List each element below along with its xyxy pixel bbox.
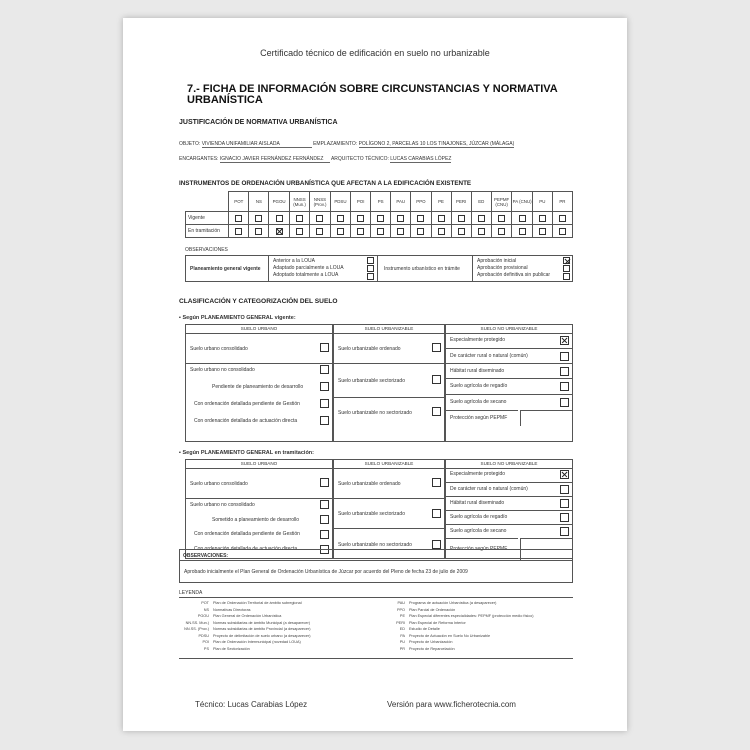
footer-tecnico: Técnico: Lucas Carabias López: [195, 700, 308, 709]
legend-item: POI Plan de Ordenación Intermunicipal (novedad LOUA): [202, 640, 301, 644]
legend-item: NN.SS. (Prov.) Normas subsidiarias de ámbito Provincial (a desaparecer): [184, 627, 311, 631]
instrument-checkbox[interactable]: [417, 228, 424, 235]
legend-item: PR Proyecto de Reparcelación: [399, 646, 455, 651]
instrument-checkbox[interactable]: [337, 228, 344, 235]
instrument-col-14: PA (CNU): [512, 192, 532, 212]
section-title: 7.- FICHA DE INFORMACIÓN SOBRE CIRCUNSTANCIAS Y NORMATIVA URBANÍSTICA: [187, 83, 558, 106]
instrumento-tramite-label: Instrumento urbanístico en trámite: [384, 266, 460, 272]
instrument-checkbox[interactable]: [559, 215, 566, 222]
legend-item: NS Normativas Directoras: [203, 607, 251, 612]
instrument-col-13: PEPMF (CNU): [491, 192, 512, 212]
emplazamiento-value: POLÍGONO 2, PARCELAS 10 LOS TINAJONES, JÚZCAR (MÁLAGA): [358, 141, 515, 147]
clasificacion-heading: CLASIFICACIÓN Y CATEGORIZACIÓN DEL SUELO: [179, 298, 338, 305]
legend-item: ED Estudio de Detalle: [399, 627, 440, 631]
instrument-col-10: PE: [431, 192, 451, 212]
urbano-consolidado-checkbox[interactable]: [320, 343, 329, 352]
instrument-col-7: PS: [371, 192, 391, 212]
instrument-checkbox[interactable]: [296, 228, 303, 235]
habitat-rural-checkbox[interactable]: [560, 367, 569, 376]
instrument-col-9: PPO: [411, 192, 431, 212]
instrument-checkbox[interactable]: [357, 228, 364, 235]
instrument-checkbox[interactable]: [438, 228, 445, 235]
observaciones-label: OBSERVACIONES: [185, 247, 228, 253]
document-page: [123, 18, 627, 731]
legend-item: PAU Programa de actuación Urbanística (a desaparecer): [397, 601, 497, 605]
clasificacion-vigente-block: [185, 324, 573, 442]
legend-item: PPO Plan Parcial de Ordenación: [396, 607, 456, 612]
instrument-col-3: NNSS (Mun.): [289, 192, 309, 212]
instrument-col-0: POT: [229, 192, 249, 212]
instrument-col-5: PDSU: [330, 192, 350, 212]
legend-item: PA Proyecto de Actuación en Suelo No Urbanizable: [400, 633, 491, 638]
suelo-urbano-col: SUELO URBANO Suelo urbano consolidado Suelo urbano no consolidado Pendiente de planeamiento de desarrollo Con ordenación detallada pendiente de Gestión Con ordenación detallada de actuación directa: [185, 324, 333, 442]
t-esp-protegido-checkbox[interactable]: [560, 470, 569, 479]
objeto-value: VIVIENDA UNIFAMILIAR AISLADA: [202, 141, 312, 148]
leyenda-label: LEYENDA: [179, 590, 203, 596]
justification-heading: JUSTIFICACIÓN DE NORMATIVA URBANÍSTICA: [179, 119, 338, 126]
instrument-checkbox[interactable]: [316, 228, 323, 235]
instrument-checkbox[interactable]: [377, 228, 384, 235]
urbanizable-ordenado-checkbox[interactable]: [432, 343, 441, 352]
instrument-checkbox[interactable]: [337, 215, 344, 222]
aprobacion-inicial-checkbox[interactable]: [563, 257, 570, 264]
objeto-row: OBJETO: VIVIENDA UNIFAMILIAR AISLADA EMPLAZAMIENTO: POLÍGONO 2, PARCELAS 10 LOS TINAJONES, JÚZCAR (MÁLAGA): [179, 141, 515, 147]
instrument-checkbox[interactable]: [255, 228, 262, 235]
caracter-rural-checkbox[interactable]: [560, 352, 569, 361]
instrument-checkbox[interactable]: [397, 228, 404, 235]
instrument-checkbox[interactable]: [519, 228, 526, 235]
parcial-loua-checkbox[interactable]: [367, 265, 374, 272]
instrument-col-1: NS: [249, 192, 269, 212]
instrument-checkbox[interactable]: [235, 228, 242, 235]
instrument-checkbox[interactable]: [417, 215, 424, 222]
urbano-no-consolidado-checkbox[interactable]: [320, 365, 329, 374]
instrument-checkbox[interactable]: [559, 228, 566, 235]
encargantes-row: ENCARGANTES: IGNACIO JAVIER FERNÁNDEZ FERNÁNDEZ ARQUITECTO TÉCNICO: LUCAS CARABIAS LÓPEZ: [179, 156, 452, 162]
t-agricola-regadio-checkbox[interactable]: [560, 513, 569, 522]
legend-item: PU Proyecto de Urbanización: [399, 640, 453, 644]
observaciones-final-label: OBSERVACIONES:: [183, 553, 229, 559]
observaciones-final-text: Aprobado inicialmente el Plan General de Ordenación Urbanística de Júzcar por acuerdo del Pleno de fecha 23 de julio de 2009: [184, 569, 468, 575]
instrument-col-16: PR: [552, 192, 572, 212]
instrument-checkbox[interactable]: [296, 215, 303, 222]
instrument-checkbox[interactable]: [478, 215, 485, 222]
tramitacion-label: ▪ Según PLANEAMIENTO GENERAL en tramitación:: [179, 450, 314, 456]
vigente-label: ▪ Según PLANEAMIENTO GENERAL vigente:: [179, 315, 296, 321]
urbanizable-no-sectorizado-checkbox[interactable]: [432, 407, 441, 416]
instrument-col-8: PAU: [391, 192, 411, 212]
encargantes-value: IGNACIO JAVIER FERNÁNDEZ FERNÁNDEZ: [220, 156, 330, 163]
footer-version: Versión para www.ficherotecnia.com: [387, 700, 516, 709]
observaciones-final-box: [179, 549, 573, 583]
pepmf-field[interactable]: [520, 410, 572, 426]
instrument-checkbox[interactable]: [276, 215, 283, 222]
urbanizable-sectorizado-checkbox[interactable]: [432, 375, 441, 384]
instrument-col-12: ED: [471, 192, 491, 212]
instrument-checkbox[interactable]: [539, 228, 546, 235]
instrument-checkbox[interactable]: [357, 215, 364, 222]
instrument-checkbox[interactable]: [276, 228, 283, 235]
t-urbanizable-sectorizado-checkbox[interactable]: [432, 509, 441, 518]
instrument-col-4: NNSS (Prov.): [310, 192, 330, 212]
document-header: Certificado técnico de edificación en suelo no urbanizable: [260, 48, 490, 58]
esp-protegido-checkbox[interactable]: [560, 336, 569, 345]
legend-item: NN.SS. Mun.) Normas subsidiarias de ámbito Municipal (a desaparecer): [185, 620, 311, 625]
t-pendiente-planeamiento-checkbox[interactable]: [320, 515, 329, 524]
anterior-loua-checkbox[interactable]: [367, 257, 374, 264]
planeamiento-general-label: Planeamiento general vigente: [190, 266, 261, 272]
aprobacion-definitiva-checkbox[interactable]: [563, 273, 570, 280]
agricola-secano-checkbox[interactable]: [560, 398, 569, 407]
t-habitat-rural-checkbox[interactable]: [560, 499, 569, 508]
legend-item: PS Plan de Sectorización: [203, 646, 250, 651]
instrument-col-15: PU: [532, 192, 552, 212]
total-loua-checkbox[interactable]: [367, 273, 374, 280]
t-urbanizable-ordenado-checkbox[interactable]: [432, 478, 441, 487]
legend-item: PGOU Plan General de Ordenación Urbanística: [197, 614, 282, 618]
instrument-row-label: En tramitación: [186, 225, 229, 238]
instrument-row-label: Vigente: [186, 212, 229, 225]
t-urbano-no-consolidado-checkbox[interactable]: [320, 500, 329, 509]
instrument-checkbox[interactable]: [235, 215, 242, 222]
suelo-no-urbanizable-col: SUELO NO URBANIZABLE Especialmente protegido De carácter rural o natural (común) Hábitat rural diseminado Suelo agrícola de regadío Suelo agrícola de secano Protección según PEPMF: [445, 324, 573, 442]
agricola-regadio-checkbox[interactable]: [560, 382, 569, 391]
instruments-table: [185, 191, 573, 238]
ordenacion-directa-checkbox[interactable]: [320, 416, 329, 425]
ordenacion-gestion-checkbox[interactable]: [320, 399, 329, 408]
instrument-col-6: POI: [351, 192, 371, 212]
suelo-urbanizable-col: SUELO URBANIZABLE Suelo urbanizable ordenado Suelo urbanizable sectorizado Suelo urbanizable no sectorizado: [333, 324, 445, 442]
aprobacion-provisional-checkbox[interactable]: [563, 265, 570, 272]
instrument-checkbox[interactable]: [519, 215, 526, 222]
pendiente-planeamiento-checkbox[interactable]: [320, 382, 329, 391]
instrument-checkbox[interactable]: [498, 215, 505, 222]
legend-item: PE Plan Especial diferentes especialidades: PEPMF (protección medio físico): [399, 614, 534, 618]
instrument-col-11: PERI: [451, 192, 471, 212]
instrument-checkbox[interactable]: [397, 215, 404, 222]
legend-item: POT Plan de Ordenación Territorial de ámbito subregional: [201, 601, 302, 605]
clasificacion-tramitacion-block: SUELO URBANO Suelo urbano consolidado Suelo urbano no consolidado Sometido a planeamiento de desarrollo Con ordenación detallada pendiente de Gestión Con ordenación detallada de actuación directa SUELO URBANIZABLE Suelo urbanizable ordenado Suelo urbanizable sectorizado Suelo urbanizable no sectorizado SUELO NO URBANIZABLE Especialmente protegido De carácter rural o natural (común) Hábitat rural diseminado Suelo agrícola de regadío Suelo agrícola de secano Protección según PEPMF: [185, 459, 573, 559]
instrument-checkbox[interactable]: [255, 215, 262, 222]
t-ordenacion-gestion-checkbox[interactable]: [320, 530, 329, 539]
legend-item: PDSU Proyecto de delimitación de suelo urbano (a desaparecer): [198, 633, 311, 638]
instrument-row: [186, 212, 573, 225]
instrument-checkbox[interactable]: [377, 215, 384, 222]
instrument-checkbox[interactable]: [316, 215, 323, 222]
legend-item: PERI Plan Especial de Reforma Interior: [396, 620, 466, 625]
t-urbanizable-no-sectorizado-checkbox[interactable]: [432, 540, 441, 549]
instrument-checkbox[interactable]: [539, 215, 546, 222]
observaciones-box: Planeamiento general vigente Anterior a la LOUA Adaptado parcialmente a LOUA Adoptado totalmente a LOUA Instrumento urbanístico en trámite Aprobación inicial Aprobación provisional Aprobación definitiva sin publicar: [185, 255, 573, 282]
t-caracter-rural-checkbox[interactable]: [560, 485, 569, 494]
instruments-heading: INSTRUMENTOS DE ORDENACIÓN URBANÍSTICA QUE AFECTAN A LA EDIFICACIÓN EXISTENTE: [179, 180, 472, 187]
instrument-checkbox[interactable]: [438, 215, 445, 222]
instrument-checkbox[interactable]: [458, 228, 465, 235]
instrument-checkbox[interactable]: [458, 215, 465, 222]
t-agricola-secano-checkbox[interactable]: [560, 527, 569, 536]
instrument-row: [186, 225, 573, 238]
arquitecto-value: LUCAS CARABIAS LÓPEZ: [390, 156, 452, 162]
instrument-checkbox[interactable]: [478, 228, 485, 235]
t-urbano-consolidado-checkbox[interactable]: [320, 478, 329, 487]
instrument-checkbox[interactable]: [498, 228, 505, 235]
instrument-col-2: PGOU: [269, 192, 289, 212]
